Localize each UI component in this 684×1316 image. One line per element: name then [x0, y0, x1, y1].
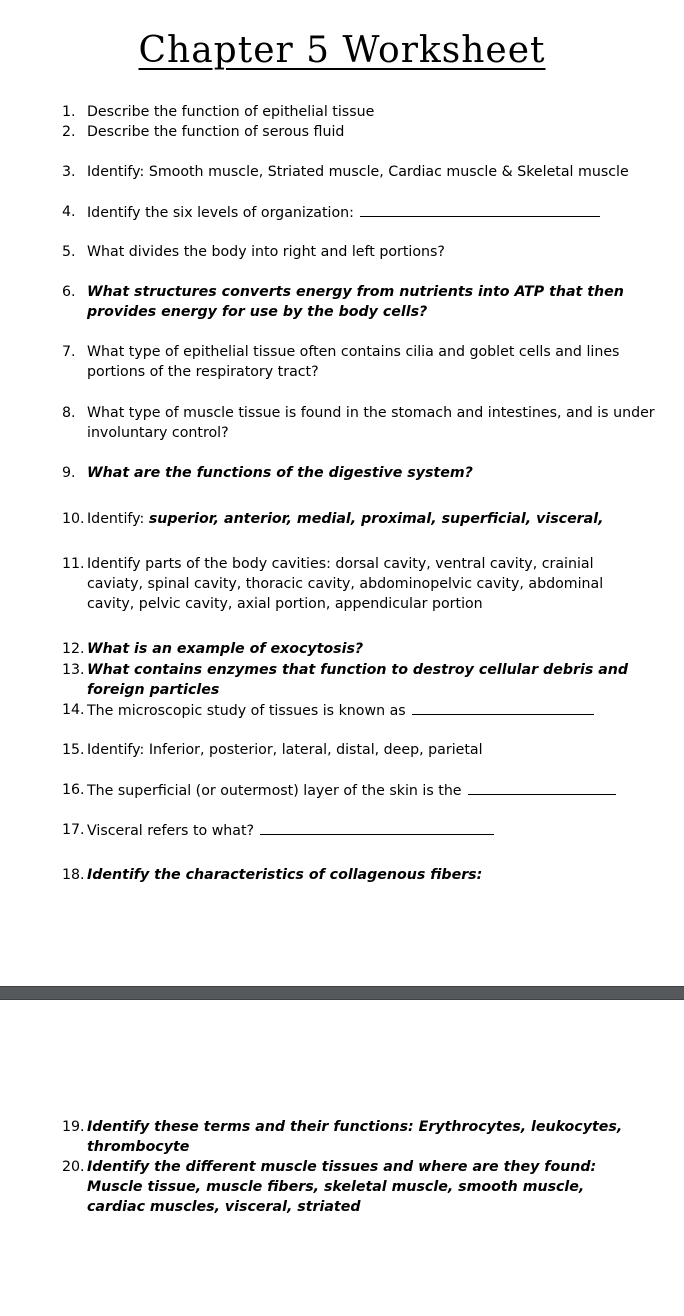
- question-2: 2. Describe the function of serous fluid: [62, 124, 345, 140]
- question-3: 3. Identify: Smooth muscle, Striated muscle, Cardiac muscle & Skeletal muscle: [62, 164, 629, 180]
- title-text: Chapter 5 Worksheet: [138, 30, 546, 71]
- question-13: 13. What contains enzymes that function to destroy cellular debris and foreign particles: [62, 662, 629, 698]
- question-20: 20. Identify the different muscle tissues and where are they found: Muscle tissue, muscle fibers, skeletal muscle, smooth muscle, cardiac muscles, visceral, striated: [62, 1159, 597, 1215]
- answer-blank: [412, 700, 594, 715]
- question-5: 5. What divides the body into right and left portions?: [62, 244, 445, 260]
- question-6: 6. What structures converts energy from nutrients into ATP that then provides energy for use by the body cells?: [62, 284, 624, 320]
- question-18: 18. Identify the characteristics of collagenous fibers:: [62, 867, 483, 883]
- question-10: 10. Identify: superior, anterior, medial, proximal, superficial, visceral,: [62, 511, 604, 527]
- page-separator: [0, 986, 684, 1000]
- answer-blank: [468, 780, 616, 795]
- question-7: 7. What type of epithelial tissue often contains cilia and goblet cells and lines portions of the respiratory tract?: [62, 344, 620, 380]
- question-9: 9. What are the functions of the digestive system?: [62, 465, 473, 481]
- question-14: 14. The microscopic study of tissues is known as: [62, 700, 672, 721]
- answer-blank: [260, 820, 494, 835]
- question-4: 4. Identify the six levels of organization:: [62, 202, 672, 223]
- question-8: 8. What type of muscle tissue is found in the stomach and intestines, and is under involuntary control?: [62, 405, 655, 441]
- question-19: 19. Identify these terms and their functions: Erythrocytes, leukocytes, thrombocyte: [62, 1119, 623, 1155]
- question-17: 17. Visceral refers to what?: [62, 820, 672, 841]
- question-15: 15. Identify: Inferior, posterior, lateral, distal, deep, parietal: [62, 742, 483, 758]
- page-title: [0, 30, 684, 71]
- question-12: 12. What is an example of exocytosis?: [62, 641, 364, 657]
- question-11: 11. Identify parts of the body cavities: dorsal cavity, ventral cavity, crainial caviaty, spinal cavity, thoracic cavity, abdominopelvic cavity, abdominal cavity, pelvic cavity, axial portion, appendicular portion: [62, 556, 604, 612]
- answer-blank: [360, 202, 600, 217]
- question-1: 1. Describe the function of epithelial tissue: [62, 104, 375, 120]
- question-16: 16. The superficial (or outermost) layer of the skin is the: [62, 780, 672, 801]
- document-page-2: [0, 1000, 684, 1316]
